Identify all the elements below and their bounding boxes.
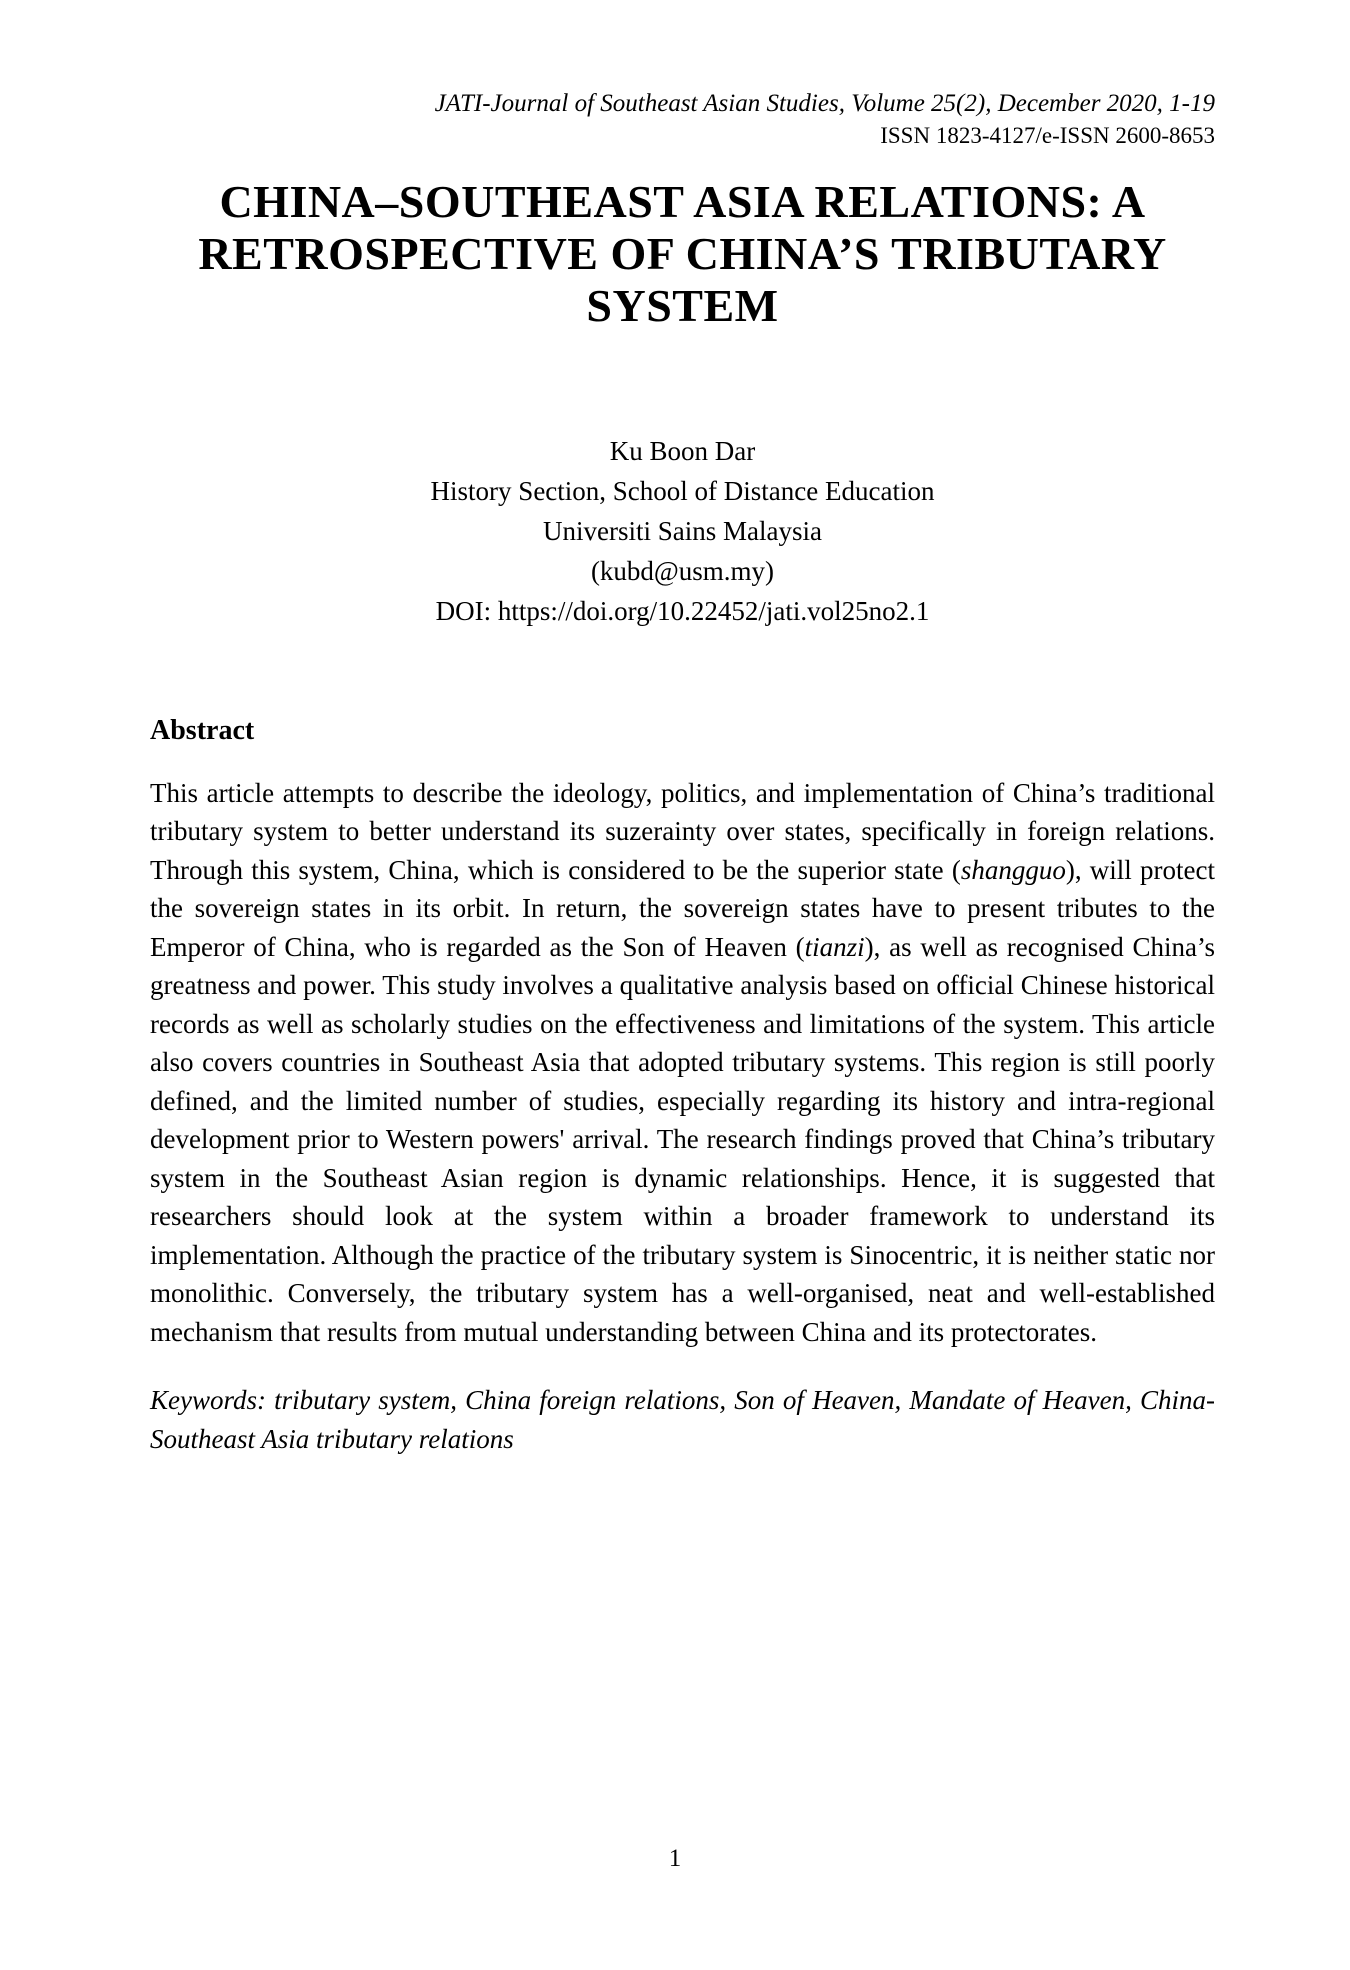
- title-line-2: RETROSPECTIVE OF CHINA’S TRIBUTARY: [198, 228, 1167, 280]
- article-doi: DOI: https://doi.org/10.22452/jati.vol25no2.1: [435, 596, 930, 627]
- author-block: [150, 432, 1215, 632]
- page-number: 1: [668, 1845, 682, 1872]
- title-line-1: CHINA–SOUTHEAST ASIA RELATIONS: A: [219, 176, 1146, 228]
- article-title: [150, 176, 1215, 332]
- abstract-heading: Abstract: [150, 715, 255, 747]
- author-department: History Section, School of Distance Education: [430, 476, 935, 507]
- journal-name: JATI-Journal of Southeast Asian Studies, Volume 25(2), December 2020, 1-19: [434, 90, 1215, 117]
- abstract-text: This article attempts to describe the ideology, politics, and implementation of China’s traditional tributary system to better understand its suzerainty over states, specifically in foreign relations. Through this system, China, which is considered to be the superior state (shangguo), will protect the sovereign states in its orbit. In return, the sovereign states have to present tributes to the Emperor of China, who is regarded as the Son of Heaven (tianzi), as well as recognised China’s greatness and power. This study involves a qualitative analysis based on official Chinese historical records as well as scholarly studies on the effectiveness and limitations of the system. This article also covers countries in Southeast Asia that adopted tributary systems. This region is still poorly defined, and the limited number of studies, especially regarding its history and intra-regional development prior to Western powers' arrival. The research findings proved that China’s tributary system in the Southeast Asian region is dynamic relationships. Hence, it is suggested that researchers should look at the system within a broader framework to understand its implementation. Although the practice of the tributary system is Sinocentric, it is neither static nor monolithic. Conversely, the tributary system has a well-organised, neat and well-established mechanism that results from mutual understanding between China and its protectorates.: [150, 777, 1215, 1347]
- author-university: Universiti Sains Malaysia: [543, 516, 822, 547]
- title-line-3: SYSTEM: [586, 280, 779, 332]
- author-name: Ku Boon Dar: [609, 436, 756, 467]
- journal-header: [150, 88, 1215, 150]
- keywords-text: Keywords: tributary system, China foreign relations, Son of Heaven, Mandate of Heaven, China-Southeast Asia tributary relations: [150, 1385, 1215, 1454]
- author-email: (kubd@usm.my): [590, 556, 775, 587]
- issn: ISSN 1823-4127/e-ISSN 2600-8653: [880, 122, 1215, 148]
